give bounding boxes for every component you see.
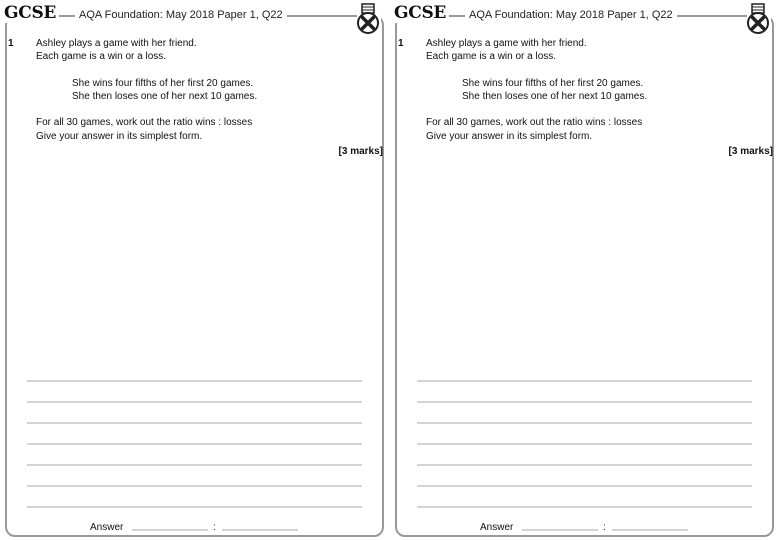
answer-losses-blank[interactable] [612, 529, 688, 531]
working-line[interactable] [417, 422, 752, 424]
marks-label: [3 marks] [728, 146, 773, 157]
paper-title: AQA Foundation: May 2018 Paper 1, Q22 [465, 9, 677, 21]
working-line[interactable] [417, 380, 752, 382]
gcse-logo: GCSE [2, 3, 59, 23]
working-line[interactable] [27, 506, 362, 508]
working-line[interactable] [417, 506, 752, 508]
working-line[interactable] [27, 401, 362, 403]
intro-line-1: Ashley plays a game with her friend. [36, 38, 197, 49]
gcse-logo: GCSE [392, 3, 449, 23]
working-line[interactable] [27, 380, 362, 382]
working-line[interactable] [27, 422, 362, 424]
fact-line-1: She wins four fifths of her first 20 games. [72, 78, 254, 89]
fact-line-2: She then loses one of her next 10 games. [462, 91, 648, 102]
task-line-2: Give your answer in its simplest form. [426, 131, 593, 142]
answer-wins-blank[interactable] [132, 529, 208, 531]
task-line-1: For all 30 games, work out the ratio wins : losses [426, 117, 643, 128]
question-number: 1 [8, 38, 14, 49]
working-line[interactable] [27, 464, 362, 466]
answer-losses-blank[interactable] [222, 529, 298, 531]
fact-line-1: She wins four fifths of her first 20 games. [462, 78, 644, 89]
marks-label: [3 marks] [338, 146, 383, 157]
answer-colon: : [213, 522, 216, 533]
intro-line-2: Each game is a win or a loss. [426, 51, 557, 62]
working-line[interactable] [417, 464, 752, 466]
working-line[interactable] [27, 485, 362, 487]
working-line[interactable] [417, 401, 752, 403]
intro-line-1: Ashley plays a game with her friend. [426, 38, 587, 49]
exam-cross-icon [357, 2, 381, 36]
working-line[interactable] [417, 485, 752, 487]
working-line[interactable] [417, 443, 752, 445]
working-line[interactable] [27, 443, 362, 445]
fact-line-2: She then loses one of her next 10 games. [72, 91, 258, 102]
question-card-right [390, 0, 780, 540]
intro-line-2: Each game is a win or a loss. [36, 51, 167, 62]
answer-label: Answer [480, 522, 514, 533]
answer-label: Answer [90, 522, 124, 533]
answer-colon: : [603, 522, 606, 533]
paper-title: AQA Foundation: May 2018 Paper 1, Q22 [75, 9, 287, 21]
task-line-2: Give your answer in its simplest form. [36, 131, 203, 142]
exam-cross-icon [747, 2, 771, 36]
question-number: 1 [398, 38, 404, 49]
task-line-1: For all 30 games, work out the ratio wins : losses [36, 117, 253, 128]
answer-wins-blank[interactable] [522, 529, 598, 531]
